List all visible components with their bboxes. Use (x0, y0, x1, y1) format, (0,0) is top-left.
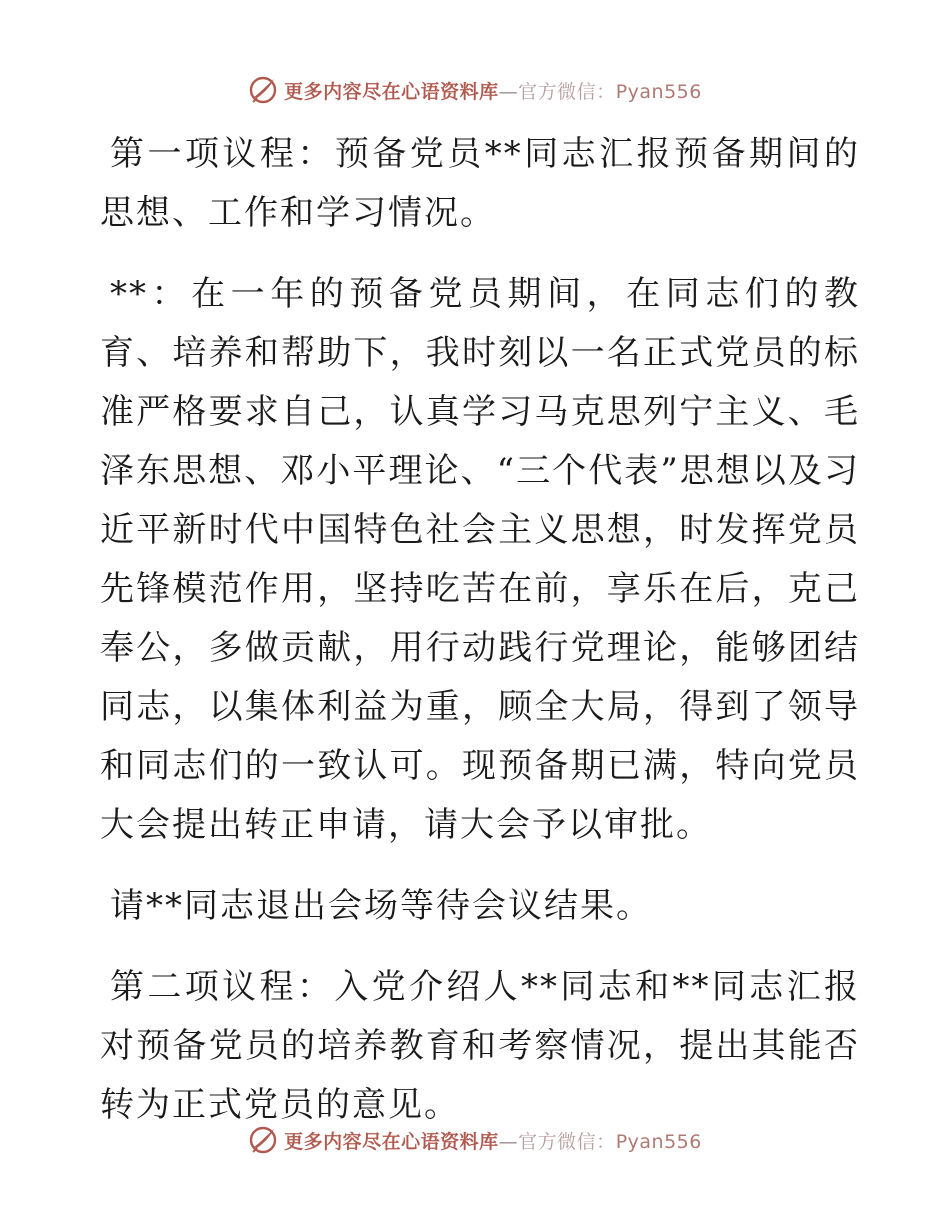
footer-watermark-separator: — (498, 1130, 519, 1153)
footer-watermark-title: 更多内容尽在心语资料库 (284, 1130, 499, 1153)
quill-circle-icon (248, 75, 278, 105)
header-watermark-wechat-label: 官方微信： (518, 80, 616, 103)
document-body (100, 125, 860, 1157)
quill-circle-icon (248, 1125, 278, 1155)
header-watermark-wechat-id: Pyan556 (615, 80, 702, 103)
paragraph-agenda-item-1: 第一项议程：预备党员**同志汇报预备期间的思想、工作和学习情况。 (100, 134, 860, 233)
header-watermark (0, 70, 950, 110)
header-watermark-row (248, 75, 702, 105)
footer-watermark-wechat-label: 官方微信： (518, 1130, 616, 1153)
paragraph-leave-venue: 请**同志退出会场等待会议结果。 (110, 886, 652, 926)
footer-watermark (0, 1120, 950, 1160)
header-watermark-separator: — (498, 80, 519, 103)
footer-watermark-row (248, 1125, 702, 1155)
paragraph-report: **：在一年的预备党员期间，在同志们的教育、培养和帮助下，我时刻以一名正式党员的标准严格要求自己，认真学习马克思列宁主义、毛泽东思想、邓小平理论、“三个代表”思想以及习近平新时代中国特色社会主义思想，时发挥党员先锋模范作用，坚持吃苦在前，享乐在后，克己奉公，多做贡献，用行动践行党理论，能够团结同志，以集体利益为重，顾全大局，得到了领导和同志们的一致认可。现预备期已满，特向党员大会提出转正申请，请大会予以审批。 (100, 274, 860, 845)
footer-watermark-wechat-id: Pyan556 (615, 1130, 702, 1153)
paragraph-agenda-item-2: 第二项议程：入党介绍人**同志和**同志汇报对预备党员的培养教育和考察情况，提出其能否转为正式党员的意见。 (100, 967, 860, 1125)
header-watermark-title: 更多内容尽在心语资料库 (284, 80, 499, 103)
